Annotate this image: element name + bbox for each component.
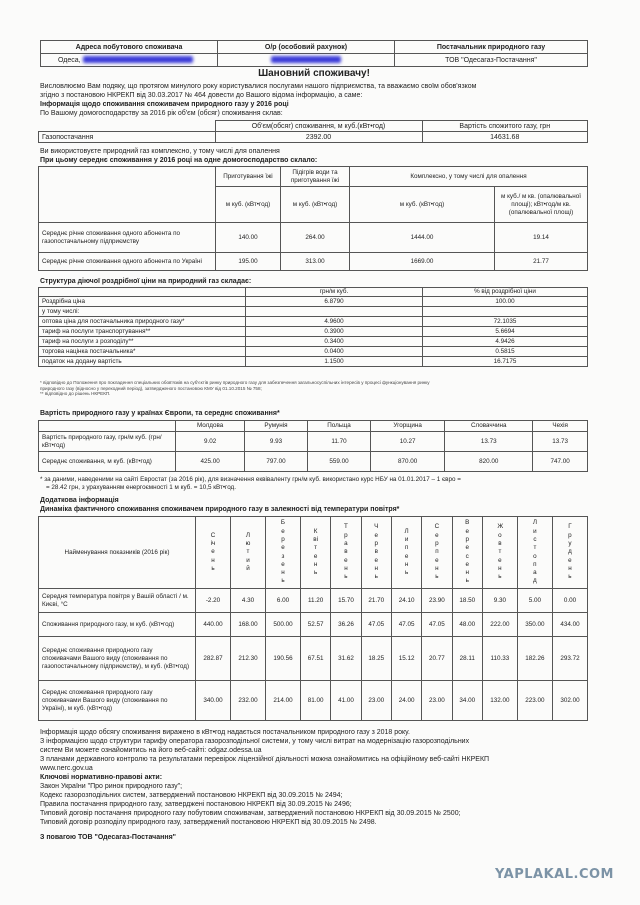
t5-cell: 293.72: [552, 637, 587, 681]
t4-title: Вартість природного газу у країнах Європи, та середнє споживання*: [40, 410, 280, 417]
t5-row-label: Середнє споживання природного газу споживачами Вашого виду (споживання по Україні), м куб. (кВт•год): [39, 681, 196, 721]
t5-cell: 0.00: [552, 589, 587, 613]
t5-cell: 23.90: [422, 589, 452, 613]
act-item: Правила постачання природного газу, затверджені постановою НКРЕКП від 30.09.2015 № 2496;: [40, 801, 352, 808]
month-header: Серпень: [434, 523, 440, 581]
t5-cell: 190.56: [265, 637, 300, 681]
t3-title: Структура діючої роздрібної ціни на природний газ складає:: [40, 278, 252, 285]
t2-cell: 1444.00: [350, 223, 495, 253]
t4-country: Польща: [307, 421, 370, 432]
t3-row-label: оптова ціна для постачальника природного газу*: [39, 317, 246, 327]
footer-line: З інформацією щодо структури тарифу оператора газорозподільної системи, у тому числі витрат на модернізацію газорозподільних: [40, 738, 470, 745]
additional-title: Додаткова інформація: [40, 497, 119, 504]
t2-cell: 313.00: [281, 253, 350, 271]
t4-cell: 9.93: [245, 432, 308, 452]
signature: З повагою ТОВ "Одесагаз-Постачання": [40, 834, 176, 841]
t5-cell: 15.12: [391, 637, 421, 681]
t5-cell: 9.30: [482, 589, 517, 613]
t5-cell: 440.00: [196, 613, 231, 637]
t5-row-consumption: [39, 613, 588, 637]
t4-cell: 870.00: [371, 452, 445, 472]
t3-cell: 0.3400: [246, 337, 423, 347]
t5-cell: 340.00: [196, 681, 231, 721]
t3-row-label: податок на додану вартість: [39, 357, 246, 367]
t3-note-2: природного газу (відносно у переходний період), затвердженого постановою КМУ від 01.10.2015 № 758;: [40, 385, 262, 391]
footer-line: З планами державного контролю та результатами перевірок ліцензійної діяльності можна ознайомитись на офіційному веб-сайті НКРЕКП: [40, 756, 490, 763]
t4-note: [40, 476, 461, 492]
t3-note-3: ** відповідно до рішень НКРЕКП.: [40, 391, 111, 397]
t5-cell: 47.05: [361, 613, 391, 637]
t2-header-water: Підігрів води та приготування їжі: [281, 167, 350, 187]
t5-cell: 6.00: [265, 589, 300, 613]
intro-line-1: Висловлюємо Вам подяку, що протягом минулого року користувалися послугами нашого підприємства, та вважаємо своїм обов'язком: [40, 83, 477, 90]
header-col-supplier: Постачальник природного газу: [395, 41, 588, 54]
t4-cell: 13.73: [533, 432, 588, 452]
t2-cell: 195.00: [216, 253, 281, 271]
t5-cell: 434.00: [552, 613, 587, 637]
t4-cell: 559.00: [307, 452, 370, 472]
t4-note-line-1: * за даними, наведеними на сайті Евростат (за 2016 рік), для визначення еквіваленту грн/м куб. використано курс НБУ на 01.01.2017 – 1 євро =: [40, 476, 461, 483]
t2-title: При цьому середнє споживання у 2016 році на одне домогосподарство склало:: [40, 157, 318, 164]
t5-cell: 11.20: [300, 589, 330, 613]
t2-row-company: [39, 223, 588, 253]
t4-country: Чехія: [533, 421, 588, 432]
price-structure-table: [38, 287, 588, 367]
month-header: Березень: [280, 519, 286, 585]
t3-note-1: * відповідно до Положення про покладення спеціальних обов'язків на суб'єктів ринку природного газу для забезпечення загальносуспільних інтересів у процесі функціонування ринку: [40, 380, 430, 385]
header-col-account: О/р (особовий рахунок): [218, 41, 395, 54]
t5-cell: 168.00: [230, 613, 265, 637]
t4-country: Румунія: [245, 421, 308, 432]
t5-cell: 18.50: [452, 589, 482, 613]
t2-unit-water: м куб. (кВт•год): [281, 187, 350, 223]
t3-cell: 4.9426: [423, 337, 588, 347]
t2-row-label: Середнє річне споживання одного абонента по газопостачальному підприємству: [39, 223, 216, 253]
t5-cell: 81.00: [300, 681, 330, 721]
t5-cell: 15.70: [331, 589, 361, 613]
t5-cell: 212.30: [230, 637, 265, 681]
address-value: Одеса,: [58, 56, 81, 64]
t3-cell: 72.1035: [423, 317, 588, 327]
t5-cell: 23.00: [422, 681, 452, 721]
t1-header-cost: Вартість спожитого газу, грн: [422, 121, 588, 132]
t5-cell: 47.05: [422, 613, 452, 637]
t1-header-volume: Об'єм(обсяг) споживання, м куб.(кВт•год): [215, 121, 422, 132]
t5-cell: 52.57: [300, 613, 330, 637]
t3-notes: [40, 380, 585, 397]
redacted-address: [83, 56, 193, 63]
intro-line-2: згідно з постановою НКРЕКП від 30.03.2017 № 464 довести до Вашого відома інформацію, а саме:: [40, 92, 363, 99]
t4-cell: 820.00: [445, 452, 533, 472]
t1-volume: 2392.00: [215, 132, 422, 143]
acts-list: [40, 782, 461, 827]
t2-header-complex: Комплексно, у тому числі для опалення: [350, 167, 588, 187]
t5-cell: 36.26: [331, 613, 361, 637]
t5-cell: 48.00: [452, 613, 482, 637]
t3-header-price: грн/м куб.: [246, 288, 423, 297]
t5-cell: 5.00: [517, 589, 552, 613]
t2-row-ukraine: [39, 253, 588, 271]
t4-cell: 797.00: [245, 452, 308, 472]
month-header: Листопад: [532, 519, 537, 585]
footer-info: [40, 728, 489, 773]
month-header: Травень: [344, 523, 348, 581]
t1-row-label: Газопостачання: [39, 132, 216, 143]
t4-cell: 747.00: [533, 452, 588, 472]
t5-cell: 214.00: [265, 681, 300, 721]
header-table: [40, 40, 588, 67]
t2-unit-cook: м куб. (кВт•год): [216, 187, 281, 223]
t5-cell: 222.00: [482, 613, 517, 637]
t5-cell: 28.11: [452, 637, 482, 681]
t5-cell: 31.62: [331, 637, 361, 681]
t5-row-company-average: [39, 637, 588, 681]
t4-country: Молдова: [176, 421, 245, 432]
t2-cell: 21.77: [495, 253, 588, 271]
t5-cell: 282.87: [196, 637, 231, 681]
t4-cell: 13.73: [445, 432, 533, 452]
t5-cell: 24.10: [391, 589, 421, 613]
t3-cell: [423, 307, 588, 317]
t1-cost: 14631.68: [422, 132, 588, 143]
t5-cell: 302.00: [552, 681, 587, 721]
t3-cell: 5.6694: [423, 327, 588, 337]
t5-row-ukraine-average: [39, 681, 588, 721]
t3-cell: 100.00: [423, 297, 588, 307]
act-item: Типовий договір розподілу природного газу, затверджений постановою НКРЕКП від 30.09.2015 № 2498.: [40, 819, 377, 826]
month-header: Липень: [404, 527, 409, 577]
t5-cell: 41.00: [331, 681, 361, 721]
t3-cell: 4.9600: [246, 317, 423, 327]
t5-cell: 21.70: [361, 589, 391, 613]
t5-cell: 20.77: [422, 637, 452, 681]
t3-row-label: у тому числі:: [39, 307, 246, 317]
t5-cell: 47.05: [391, 613, 421, 637]
t2-unit-complex: м куб. (кВт•год): [350, 187, 495, 223]
t5-title: Динаміка фактичного споживання споживачем природного газу в залежності від температури повітря*: [40, 506, 400, 513]
info-sub: По Вашому домогосподарству за 2016 рік об'єм (обсяг) споживання склав:: [40, 110, 283, 117]
account-cell: [218, 54, 395, 67]
acts-title: Ключові нормативно-правові акти:: [40, 774, 163, 781]
greeting: Шановний споживачу!: [258, 68, 370, 79]
t5-cell: 24.00: [391, 681, 421, 721]
footer-line: систем Ви можете ознайомитись на його веб-сайті: odgaz.odessa.ua: [40, 747, 262, 754]
t5-row-label: Середнє споживання природного газу споживачами Вашого виду (споживання по газопостачальному підприємству), м куб. (кВт•год): [39, 637, 196, 681]
footer-line: Інформація щодо обсягу споживання виражено в кВт•год надається постачальником природного газу з 2018 року.: [40, 729, 410, 736]
t5-cell: 23.00: [361, 681, 391, 721]
t5-cell: 18.25: [361, 637, 391, 681]
act-item: Закон України "Про ринок природного газу";: [40, 783, 183, 790]
redacted-account: [271, 56, 341, 63]
consumption-table: [38, 120, 588, 143]
intro-text: [40, 82, 477, 100]
t4-cell: 425.00: [176, 452, 245, 472]
t3-row-label: тариф на послуги транспортування**: [39, 327, 246, 337]
month-header: Січень: [210, 531, 216, 572]
t4-row-label: Середнє споживання, м куб. (кВт•год): [39, 452, 176, 472]
t4-cell: 11.70: [307, 432, 370, 452]
header-col-address: Адреса побутового споживача: [41, 41, 218, 54]
t5-cell: 232.00: [230, 681, 265, 721]
t5-cell: 350.00: [517, 613, 552, 637]
t5-row-label: Середня температура повітря у Вашій області / м. Києві, °С: [39, 589, 196, 613]
month-header: Лютий: [245, 531, 251, 572]
supplier-cell: ТОВ "Одесагаз-Постачання": [395, 54, 588, 67]
t5-cell: 110.33: [482, 637, 517, 681]
t5-cell: 182.26: [517, 637, 552, 681]
t3-cell: 0.0400: [246, 347, 423, 357]
t3-row-label: Роздрібна ціна: [39, 297, 246, 307]
info-title: Інформація щодо споживання споживачем природного газу у 2016 році: [40, 101, 289, 108]
t3-cell: 6.8790: [246, 297, 423, 307]
t4-country: Угорщина: [371, 421, 445, 432]
act-item: Кодекс газорозподільних систем, затверджений постановою НКРЕКП від 30.09.2015 № 2494;: [40, 792, 343, 799]
t4-country: Словаччина: [445, 421, 533, 432]
t3-cell: 0.5815: [423, 347, 588, 357]
month-header: Червень: [374, 523, 379, 581]
t2-cell: 264.00: [281, 223, 350, 253]
t5-cell: 4.30: [230, 589, 265, 613]
address-cell: [41, 54, 218, 67]
average-table: [38, 166, 588, 271]
t4-note-line-2: = 28.42 грн, з урахуванням енергоємності 1 м куб. = 10,5 кВт•год.: [46, 484, 236, 491]
t2-cell: 19.14: [495, 223, 588, 253]
month-header: Вересень: [465, 519, 470, 585]
t3-header-percent: % від роздрібної ціни: [423, 288, 588, 297]
month-header: Жовтень: [497, 523, 504, 581]
t4-row-label: Вартість природного газу, грн/м куб. (грн/ кВт•год): [39, 432, 176, 452]
t3-row-label: тариф на послуги з розподілу**: [39, 337, 246, 347]
t5-cell: -2.20: [196, 589, 231, 613]
month-header: Квітень: [313, 527, 318, 577]
month-header: Грудень: [568, 523, 572, 581]
t3-cell: [246, 307, 423, 317]
t2-cell: 140.00: [216, 223, 281, 253]
t3-cell: 16.7175: [423, 357, 588, 367]
t3-cell: 1.1500: [246, 357, 423, 367]
monthly-table: [38, 516, 588, 721]
t2-row-label: Середнє річне споживання одного абонента по Україні: [39, 253, 216, 271]
t4-cell: 10.27: [371, 432, 445, 452]
t2-header-cook: Приготування їжі: [216, 167, 281, 187]
t2-unit-area: м куб./ м кв. (опалювальної площі); кВт•год/м кв. (опалювальної площі): [495, 187, 588, 223]
t5-cell: 500.00: [265, 613, 300, 637]
t5-cell: 67.51: [300, 637, 330, 681]
t5-row-temperature: [39, 589, 588, 613]
t5-cell: 223.00: [517, 681, 552, 721]
watermark-logo: YAPLAKAL.COM: [495, 867, 614, 882]
t5-cell: 34.00: [452, 681, 482, 721]
act-item: Типовий договір постачання природного газу побутовим споживачам, затверджений постановою НКРЕКП від 30.09.2015 № 2500;: [40, 810, 461, 817]
t4-cell: 9.02: [176, 432, 245, 452]
t2-note: Ви використовуєте природний газ комплексно, у тому числі для опалення: [40, 148, 280, 155]
t3-cell: 0.3900: [246, 327, 423, 337]
europe-table: [38, 420, 588, 472]
t5-cell: 132.00: [482, 681, 517, 721]
t2-cell: 1669.00: [350, 253, 495, 271]
t3-row-label: торгова націнка постачальника*: [39, 347, 246, 357]
footer-line: www.nerc.gov.ua: [40, 765, 93, 772]
t5-row-label: Споживання природного газу, м куб. (кВт•год): [39, 613, 196, 637]
t5-header-label: Найменування показників (2016 рік): [39, 517, 196, 589]
